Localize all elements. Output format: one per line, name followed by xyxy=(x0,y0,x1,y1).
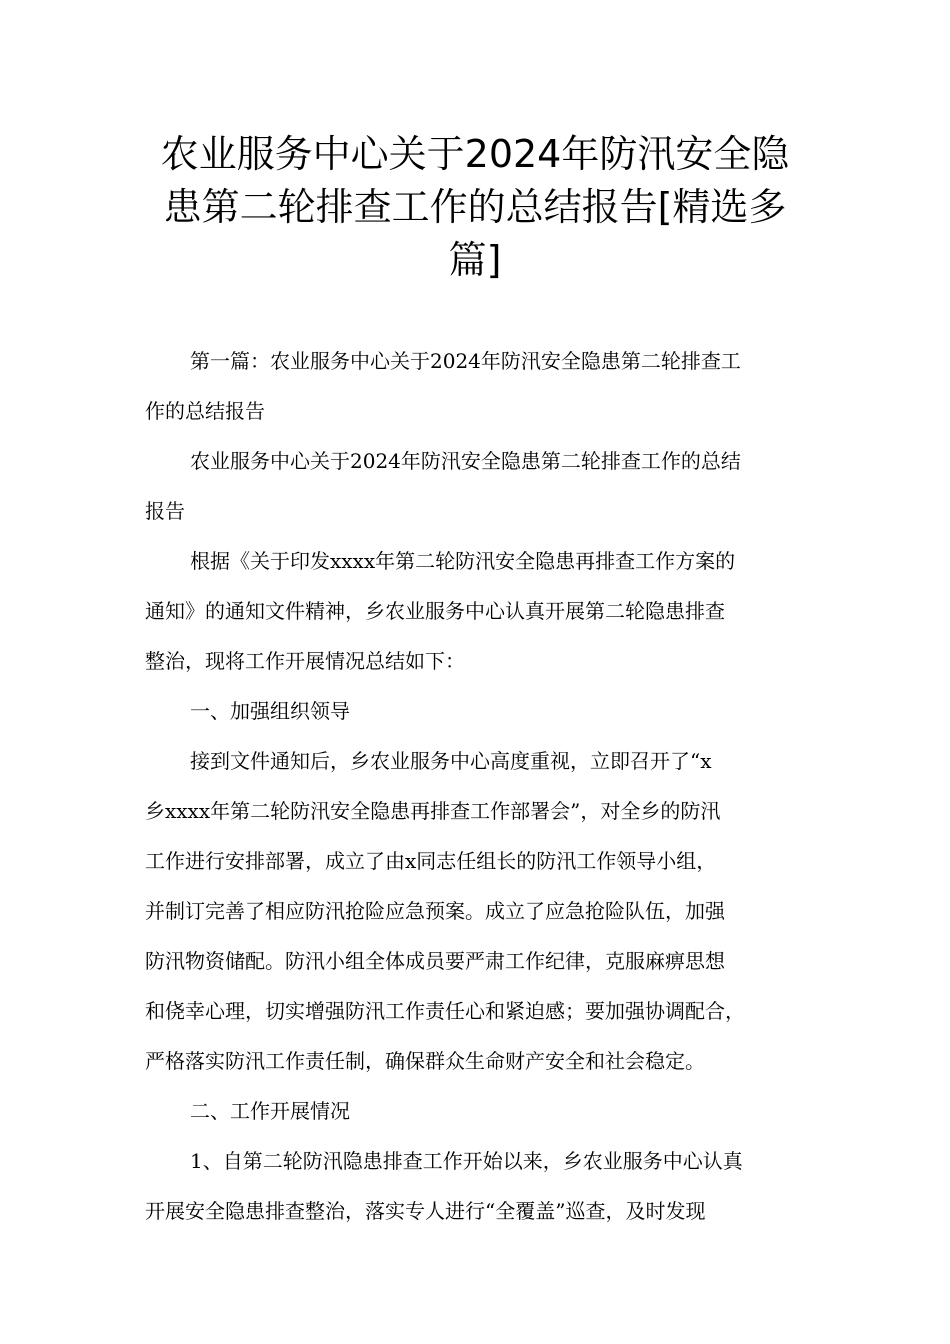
body-line: 并制订完善了相应防汛抢险应急预案。成立了应急抢险队伍，加强 xyxy=(145,899,725,923)
organization-paragraph xyxy=(145,736,815,1086)
document-body xyxy=(145,336,815,1236)
title-line: 患第二轮排查工作的总结报告[精选多 xyxy=(163,185,787,229)
body-line: 整治，现将工作开展情况总结如下： xyxy=(145,649,465,673)
body-line: 农业服务中心关于2024年防汛安全隐患第二轮排查工作的总结 xyxy=(190,449,741,473)
progress-paragraph xyxy=(145,1136,815,1236)
body-line: 二、工作开展情况 xyxy=(190,1099,350,1123)
body-line: 开展安全隐患排查整治，落实专人进行“全覆盖”巡查，及时发现 xyxy=(145,1199,706,1223)
body-line: 报告 xyxy=(145,499,185,523)
body-line: 第一篇：农业服务中心关于2024年防汛安全隐患第二轮排查工 xyxy=(190,349,741,373)
section-heading xyxy=(145,1086,815,1136)
body-line: 乡xxxx年第二轮防汛安全隐患再排查工作部署会”，对全乡的防汛 xyxy=(145,799,721,823)
title-line: 农业服务中心关于2024年防汛安全隐 xyxy=(160,132,790,176)
section-heading-part-one xyxy=(145,336,815,436)
report-subtitle xyxy=(145,436,815,536)
body-line: 和侥幸心理，切实增强防汛工作责任心和紧迫感；要加强协调配合， xyxy=(145,999,745,1023)
body-line: 根据《关于印发xxxx年第二轮防汛安全隐患再排查工作方案的 xyxy=(190,549,736,573)
body-line: 作的总结报告 xyxy=(145,399,265,423)
intro-paragraph xyxy=(145,536,815,686)
body-line: 通知》的通知文件精神，乡农业服务中心认真开展第二轮隐患排查 xyxy=(145,599,725,623)
section-heading xyxy=(145,686,815,736)
body-line: 接到文件通知后，乡农业服务中心高度重视，立即召开了“x xyxy=(190,749,712,773)
body-line: 严格落实防汛工作责任制，确保群众生命财产安全和社会稳定。 xyxy=(145,1049,705,1073)
body-line: 一、加强组织领导 xyxy=(190,699,350,723)
title-line: 篇] xyxy=(448,238,502,282)
body-line: 工作进行安排部署，成立了由x同志任组长的防汛工作领导小组， xyxy=(145,849,717,873)
body-line: 1、自第二轮防汛隐患排查工作开始以来，乡农业服务中心认真 xyxy=(190,1149,743,1173)
document-title xyxy=(140,128,810,287)
body-line: 防汛物资储配。防汛小组全体成员要严肃工作纪律，克服麻痹思想 xyxy=(145,949,725,973)
